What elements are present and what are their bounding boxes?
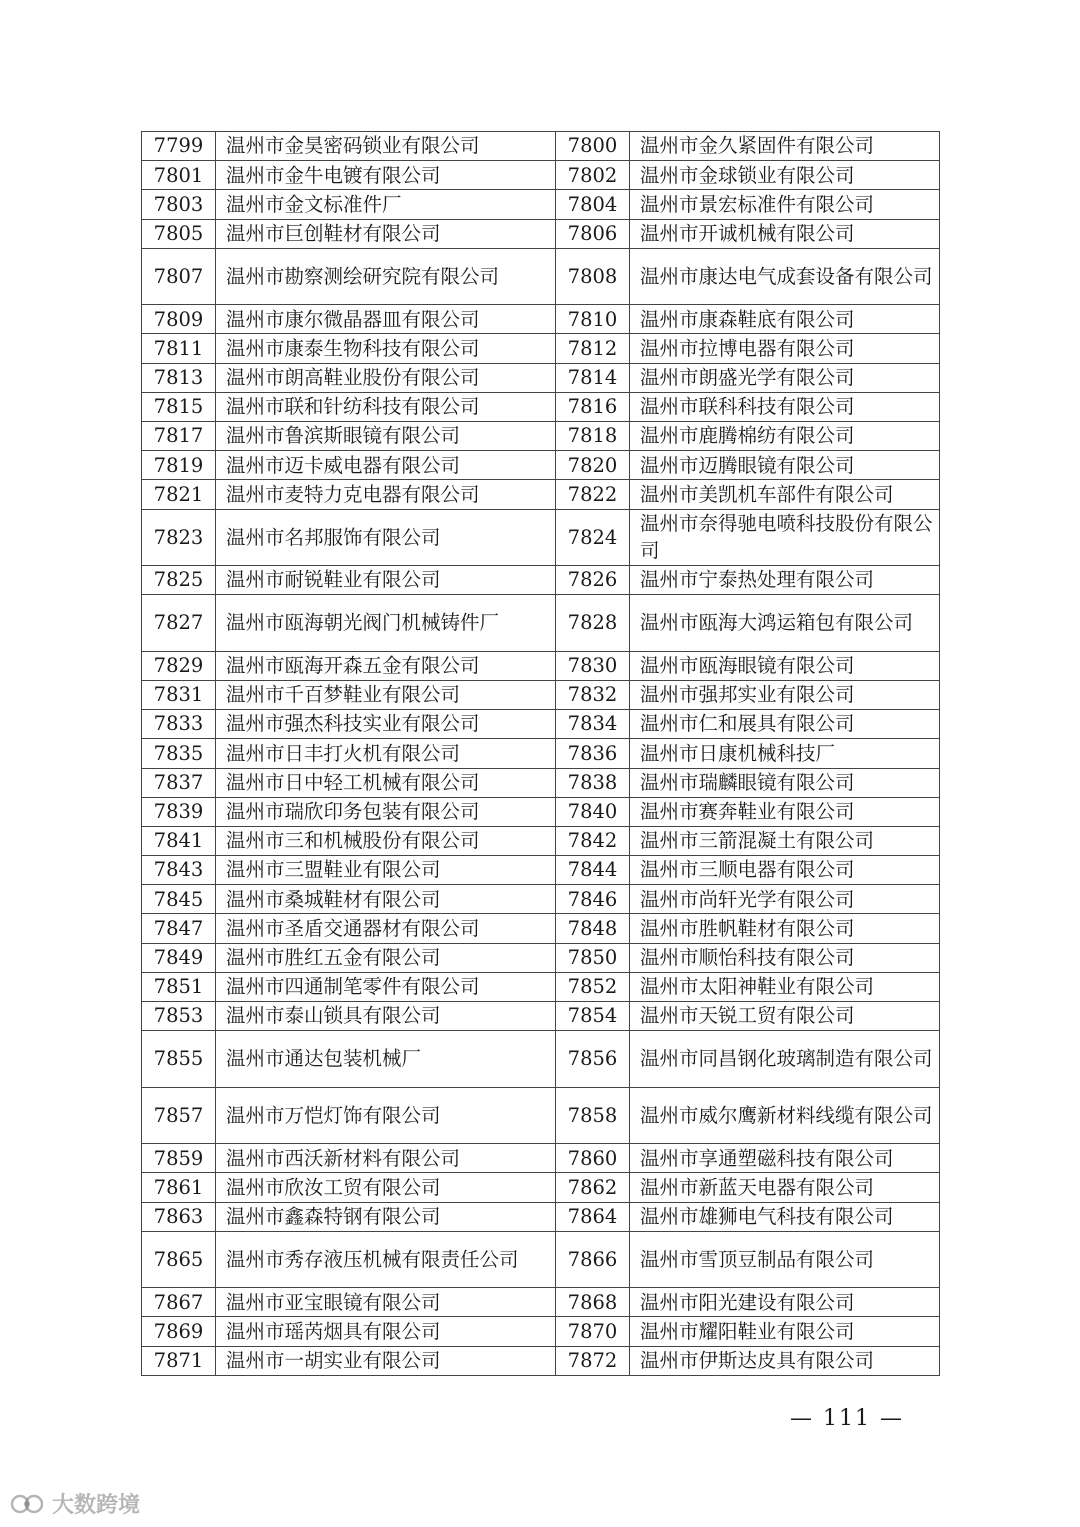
row-number-right: 7810 bbox=[556, 305, 630, 334]
company-name-left: 温州市圣盾交通器材有限公司 bbox=[216, 914, 556, 943]
company-name-left: 温州市强杰科技实业有限公司 bbox=[216, 710, 556, 739]
row-number-left: 7827 bbox=[142, 595, 216, 652]
company-name-right: 温州市宁泰热处理有限公司 bbox=[630, 566, 940, 595]
row-number-left: 7847 bbox=[142, 914, 216, 943]
company-name-left: 温州市桑城鞋材有限公司 bbox=[216, 885, 556, 914]
row-number-right: 7832 bbox=[556, 680, 630, 709]
table-row bbox=[142, 219, 940, 248]
company-name-right: 温州市美凯机车部件有限公司 bbox=[630, 480, 940, 509]
company-name-right: 温州市康达电气成套设备有限公司 bbox=[630, 248, 940, 305]
row-number-left: 7837 bbox=[142, 768, 216, 797]
company-name-left: 温州市瑶芮烟具有限公司 bbox=[216, 1317, 556, 1346]
row-number-right: 7848 bbox=[556, 914, 630, 943]
company-name-right: 温州市天锐工贸有限公司 bbox=[630, 1002, 940, 1031]
company-name-right: 温州市鹿腾棉纺有限公司 bbox=[630, 422, 940, 451]
company-name-right: 温州市三顺电器有限公司 bbox=[630, 856, 940, 885]
table-row bbox=[142, 509, 940, 566]
row-number-right: 7804 bbox=[556, 190, 630, 219]
company-name-right: 温州市景宏标准件有限公司 bbox=[630, 190, 940, 219]
row-number-right: 7842 bbox=[556, 826, 630, 855]
row-number-left: 7857 bbox=[142, 1087, 216, 1144]
row-number-right: 7850 bbox=[556, 943, 630, 972]
row-number-left: 7833 bbox=[142, 710, 216, 739]
company-name-right: 温州市瓯海眼镜有限公司 bbox=[630, 651, 940, 680]
table-row bbox=[142, 363, 940, 392]
row-number-left: 7841 bbox=[142, 826, 216, 855]
company-name-left: 温州市鑫森特钢有限公司 bbox=[216, 1202, 556, 1231]
company-name-right: 温州市伊斯达皮具有限公司 bbox=[630, 1346, 940, 1375]
table-row bbox=[142, 451, 940, 480]
table-row bbox=[142, 392, 940, 421]
row-number-right: 7830 bbox=[556, 651, 630, 680]
company-name-right: 温州市强邦实业有限公司 bbox=[630, 680, 940, 709]
company-name-right: 温州市瓯海大鸿运箱包有限公司 bbox=[630, 595, 940, 652]
table-row bbox=[142, 826, 940, 855]
company-name-right: 温州市尚轩光学有限公司 bbox=[630, 885, 940, 914]
company-name-left: 温州市一胡实业有限公司 bbox=[216, 1346, 556, 1375]
company-name-left: 温州市金昊密码锁业有限公司 bbox=[216, 132, 556, 161]
row-number-left: 7807 bbox=[142, 248, 216, 305]
row-number-left: 7801 bbox=[142, 161, 216, 190]
row-number-left: 7825 bbox=[142, 566, 216, 595]
company-name-left: 温州市欣汝工贸有限公司 bbox=[216, 1173, 556, 1202]
row-number-left: 7823 bbox=[142, 509, 216, 566]
company-name-right: 温州市雪顶豆制品有限公司 bbox=[630, 1231, 940, 1288]
company-name-left: 温州市迈卡威电器有限公司 bbox=[216, 451, 556, 480]
row-number-right: 7838 bbox=[556, 768, 630, 797]
company-name-right: 温州市阳光建设有限公司 bbox=[630, 1288, 940, 1317]
company-name-left: 温州市金文标准件厂 bbox=[216, 190, 556, 219]
table-body bbox=[142, 132, 940, 1376]
row-number-left: 7799 bbox=[142, 132, 216, 161]
table-row bbox=[142, 132, 940, 161]
company-name-right: 温州市太阳神鞋业有限公司 bbox=[630, 972, 940, 1001]
row-number-left: 7819 bbox=[142, 451, 216, 480]
company-name-left: 温州市瑞欣印务包装有限公司 bbox=[216, 797, 556, 826]
company-name-left: 温州市耐锐鞋业有限公司 bbox=[216, 566, 556, 595]
company-name-left: 温州市万恺灯饰有限公司 bbox=[216, 1087, 556, 1144]
row-number-left: 7853 bbox=[142, 1002, 216, 1031]
company-name-right: 温州市雄狮电气科技有限公司 bbox=[630, 1202, 940, 1231]
row-number-left: 7865 bbox=[142, 1231, 216, 1288]
row-number-right: 7814 bbox=[556, 363, 630, 392]
table-row bbox=[142, 1144, 940, 1173]
row-number-left: 7845 bbox=[142, 885, 216, 914]
row-number-right: 7816 bbox=[556, 392, 630, 421]
company-list-table bbox=[141, 131, 940, 1376]
company-name-left: 温州市日丰打火机有限公司 bbox=[216, 739, 556, 768]
company-name-left: 温州市泰山锁具有限公司 bbox=[216, 1002, 556, 1031]
company-name-right: 温州市赛奔鞋业有限公司 bbox=[630, 797, 940, 826]
company-name-left: 温州市西沃新材料有限公司 bbox=[216, 1144, 556, 1173]
company-name-right: 温州市同昌钢化玻璃制造有限公司 bbox=[630, 1031, 940, 1088]
company-name-left: 温州市亚宝眼镜有限公司 bbox=[216, 1288, 556, 1317]
company-name-right: 温州市享通塑磁科技有限公司 bbox=[630, 1144, 940, 1173]
table-row bbox=[142, 710, 940, 739]
row-number-right: 7822 bbox=[556, 480, 630, 509]
row-number-left: 7803 bbox=[142, 190, 216, 219]
table-row bbox=[142, 1173, 940, 1202]
row-number-left: 7859 bbox=[142, 1144, 216, 1173]
row-number-left: 7855 bbox=[142, 1031, 216, 1088]
table-row bbox=[142, 797, 940, 826]
row-number-right: 7844 bbox=[556, 856, 630, 885]
company-name-left: 温州市康尔微晶器皿有限公司 bbox=[216, 305, 556, 334]
row-number-right: 7820 bbox=[556, 451, 630, 480]
company-name-right: 温州市仁和展具有限公司 bbox=[630, 710, 940, 739]
company-name-right: 温州市开诚机械有限公司 bbox=[630, 219, 940, 248]
table-row bbox=[142, 1031, 940, 1088]
row-number-left: 7849 bbox=[142, 943, 216, 972]
table-row bbox=[142, 885, 940, 914]
row-number-right: 7860 bbox=[556, 1144, 630, 1173]
company-name-right: 温州市日康机械科技厂 bbox=[630, 739, 940, 768]
company-name-right: 温州市迈腾眼镜有限公司 bbox=[630, 451, 940, 480]
row-number-right: 7866 bbox=[556, 1231, 630, 1288]
table-row bbox=[142, 1202, 940, 1231]
watermark-text: 大数跨境 bbox=[52, 1493, 141, 1518]
row-number-right: 7818 bbox=[556, 422, 630, 451]
company-name-left: 温州市三盟鞋业有限公司 bbox=[216, 856, 556, 885]
row-number-left: 7829 bbox=[142, 651, 216, 680]
row-number-left: 7813 bbox=[142, 363, 216, 392]
row-number-right: 7802 bbox=[556, 161, 630, 190]
company-name-left: 温州市金牛电镀有限公司 bbox=[216, 161, 556, 190]
row-number-left: 7863 bbox=[142, 1202, 216, 1231]
row-number-right: 7862 bbox=[556, 1173, 630, 1202]
row-number-right: 7864 bbox=[556, 1202, 630, 1231]
row-number-right: 7872 bbox=[556, 1346, 630, 1375]
row-number-right: 7870 bbox=[556, 1317, 630, 1346]
row-number-left: 7805 bbox=[142, 219, 216, 248]
table-row bbox=[142, 161, 940, 190]
company-name-right: 温州市三箭混凝土有限公司 bbox=[630, 826, 940, 855]
row-number-left: 7839 bbox=[142, 797, 216, 826]
company-name-left: 温州市日中轻工机械有限公司 bbox=[216, 768, 556, 797]
company-name-right: 温州市威尔鹰新材料线缆有限公司 bbox=[630, 1087, 940, 1144]
row-number-right: 7800 bbox=[556, 132, 630, 161]
company-name-left: 温州市胜红五金有限公司 bbox=[216, 943, 556, 972]
company-name-right: 温州市拉博电器有限公司 bbox=[630, 334, 940, 363]
row-number-right: 7856 bbox=[556, 1031, 630, 1088]
row-number-left: 7815 bbox=[142, 392, 216, 421]
row-number-right: 7840 bbox=[556, 797, 630, 826]
table-row bbox=[142, 1002, 940, 1031]
row-number-right: 7858 bbox=[556, 1087, 630, 1144]
company-name-left: 温州市麦特力克电器有限公司 bbox=[216, 480, 556, 509]
watermark-logo-icon bbox=[10, 1493, 46, 1515]
row-number-right: 7868 bbox=[556, 1288, 630, 1317]
company-name-left: 温州市四通制笔零件有限公司 bbox=[216, 972, 556, 1001]
table-row bbox=[142, 1346, 940, 1375]
table-row bbox=[142, 595, 940, 652]
row-number-right: 7812 bbox=[556, 334, 630, 363]
row-number-right: 7826 bbox=[556, 566, 630, 595]
company-name-left: 温州市瓯海开森五金有限公司 bbox=[216, 651, 556, 680]
company-name-left: 温州市鲁滨斯眼镜有限公司 bbox=[216, 422, 556, 451]
table-row bbox=[142, 739, 940, 768]
company-name-left: 温州市巨创鞋材有限公司 bbox=[216, 219, 556, 248]
company-name-left: 温州市通达包装机械厂 bbox=[216, 1031, 556, 1088]
company-name-right: 温州市瑞麟眼镜有限公司 bbox=[630, 768, 940, 797]
company-name-left: 温州市名邦服饰有限公司 bbox=[216, 509, 556, 566]
watermark bbox=[10, 1488, 140, 1519]
company-name-right: 温州市新蓝天电器有限公司 bbox=[630, 1173, 940, 1202]
row-number-right: 7808 bbox=[556, 248, 630, 305]
company-name-left: 温州市朗高鞋业股份有限公司 bbox=[216, 363, 556, 392]
row-number-left: 7821 bbox=[142, 480, 216, 509]
row-number-left: 7835 bbox=[142, 739, 216, 768]
table-row bbox=[142, 856, 940, 885]
table-row bbox=[142, 248, 940, 305]
company-name-left: 温州市勘察测绘研究院有限公司 bbox=[216, 248, 556, 305]
row-number-right: 7834 bbox=[556, 710, 630, 739]
row-number-left: 7851 bbox=[142, 972, 216, 1001]
table-row bbox=[142, 566, 940, 595]
company-name-left: 温州市联和针纺科技有限公司 bbox=[216, 392, 556, 421]
table-row bbox=[142, 651, 940, 680]
company-name-left: 温州市康泰生物科技有限公司 bbox=[216, 334, 556, 363]
company-name-right: 温州市奈得驰电喷科技股份有限公司 bbox=[630, 509, 940, 566]
table-row bbox=[142, 422, 940, 451]
table-row bbox=[142, 1231, 940, 1288]
row-number-left: 7809 bbox=[142, 305, 216, 334]
row-number-right: 7852 bbox=[556, 972, 630, 1001]
company-name-left: 温州市秀存液压机械有限责任公司 bbox=[216, 1231, 556, 1288]
table-row bbox=[142, 480, 940, 509]
row-number-right: 7854 bbox=[556, 1002, 630, 1031]
row-number-right: 7836 bbox=[556, 739, 630, 768]
table-row bbox=[142, 943, 940, 972]
company-name-right: 温州市联科科技有限公司 bbox=[630, 392, 940, 421]
table-row bbox=[142, 1087, 940, 1144]
company-name-left: 温州市三和机械股份有限公司 bbox=[216, 826, 556, 855]
table-row bbox=[142, 914, 940, 943]
row-number-left: 7867 bbox=[142, 1288, 216, 1317]
company-name-left: 温州市瓯海朝光阀门机械铸件厂 bbox=[216, 595, 556, 652]
company-name-right: 温州市顺怡科技有限公司 bbox=[630, 943, 940, 972]
table-row bbox=[142, 680, 940, 709]
row-number-left: 7817 bbox=[142, 422, 216, 451]
table-row bbox=[142, 305, 940, 334]
row-number-right: 7806 bbox=[556, 219, 630, 248]
row-number-right: 7846 bbox=[556, 885, 630, 914]
company-name-right: 温州市胜帆鞋材有限公司 bbox=[630, 914, 940, 943]
row-number-right: 7824 bbox=[556, 509, 630, 566]
row-number-left: 7843 bbox=[142, 856, 216, 885]
table-row bbox=[142, 1317, 940, 1346]
company-name-right: 温州市康森鞋底有限公司 bbox=[630, 305, 940, 334]
row-number-left: 7869 bbox=[142, 1317, 216, 1346]
company-name-left: 温州市千百梦鞋业有限公司 bbox=[216, 680, 556, 709]
row-number-left: 7811 bbox=[142, 334, 216, 363]
row-number-left: 7871 bbox=[142, 1346, 216, 1375]
page-number: — 111 — bbox=[790, 1406, 904, 1431]
company-name-right: 温州市金球锁业有限公司 bbox=[630, 161, 940, 190]
table-row bbox=[142, 972, 940, 1001]
row-number-left: 7861 bbox=[142, 1173, 216, 1202]
table-row bbox=[142, 768, 940, 797]
table-row bbox=[142, 1288, 940, 1317]
company-name-right: 温州市耀阳鞋业有限公司 bbox=[630, 1317, 940, 1346]
table-row bbox=[142, 190, 940, 219]
row-number-right: 7828 bbox=[556, 595, 630, 652]
table-row bbox=[142, 334, 940, 363]
company-name-right: 温州市金久紧固件有限公司 bbox=[630, 132, 940, 161]
row-number-left: 7831 bbox=[142, 680, 216, 709]
company-name-right: 温州市朗盛光学有限公司 bbox=[630, 363, 940, 392]
